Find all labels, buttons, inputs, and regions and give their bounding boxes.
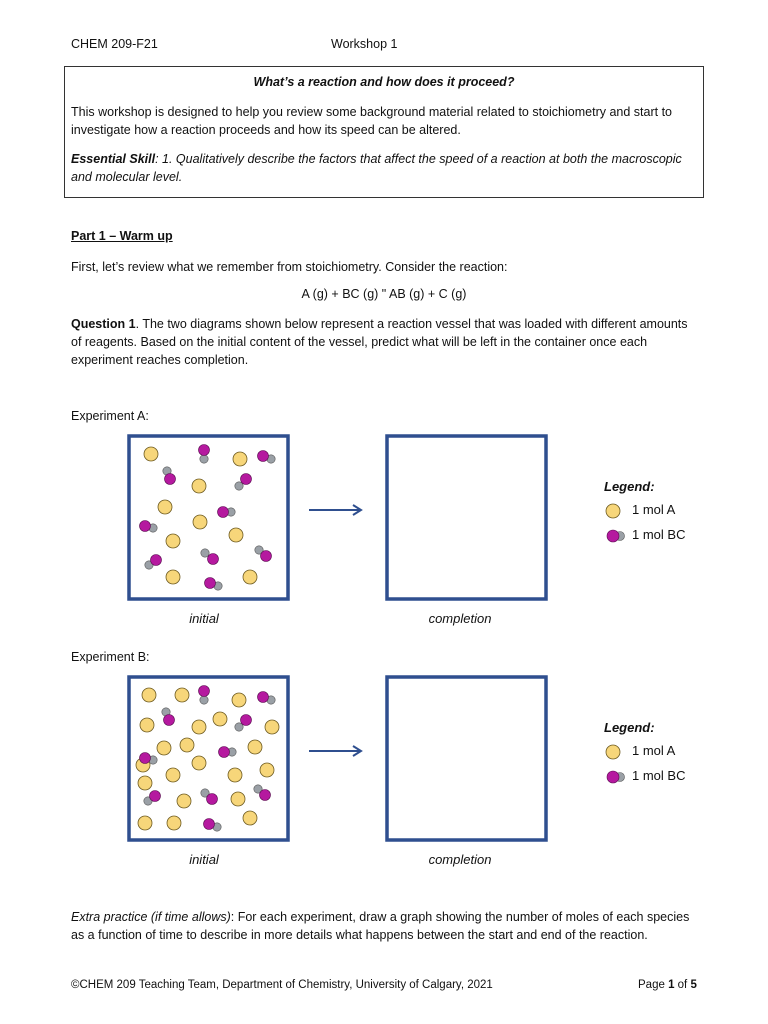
experiment-a-completion-caption: completion [428, 611, 492, 626]
molecule-bc [258, 451, 276, 464]
extra-practice [71, 908, 696, 944]
atom-a [167, 816, 181, 830]
extra-practice-text: : For each experiment, draw a graph showing the number of moles of each species as a function of time to describe in more details what happens between the start and end of the reaction. [71, 910, 690, 942]
experiment-b-legend-a: 1 mol A [632, 743, 676, 758]
molecule-bc [205, 578, 223, 591]
molecule-bc [199, 445, 210, 464]
atom-a [166, 768, 180, 782]
atom-a [228, 768, 242, 782]
essential-skill-text: : 1. Qualitatively describe the factors that affect the speed of a reaction at both the macroscopic and molecular level. [71, 152, 682, 184]
experiment-a-completion-vessel [385, 434, 548, 601]
intro-title: What’s a reaction and how does it proceed? [253, 75, 515, 89]
molecule-bc [235, 474, 252, 491]
atom-a [213, 712, 227, 726]
atom-a [243, 570, 257, 584]
atom-a [144, 447, 158, 461]
experiment-a-arrow [305, 500, 365, 520]
atom-a [265, 720, 279, 734]
atom-a [248, 740, 262, 754]
molecule-bc [254, 785, 271, 801]
experiment-b-arrow [305, 741, 365, 761]
atom-a [260, 763, 274, 777]
experiment-a-legend-a: 1 mol A [632, 502, 676, 517]
legend-molecule-bc-icon [604, 527, 628, 545]
atom-a [229, 528, 243, 542]
extra-practice-label: Extra practice (if time allows) [71, 910, 231, 924]
essential-skill [71, 150, 696, 186]
atom-a [233, 452, 247, 466]
atom-a [142, 688, 156, 702]
experiment-b-legend-title: Legend: [604, 720, 655, 735]
experiment-b-legend-bc: 1 mol BC [632, 768, 686, 783]
atom-a [166, 570, 180, 584]
essential-skill-label: Essential Skill [71, 152, 156, 166]
atom-a [180, 738, 194, 752]
experiment-b-completion-caption: completion [428, 852, 492, 867]
footer-copyright: ©CHEM 209 Teaching Team, Department of Chemistry, University of Calgary, 2021 [71, 979, 493, 991]
molecule-bc [204, 819, 222, 832]
page-middle: of [674, 979, 691, 991]
page-number: 1 [668, 979, 675, 991]
experiment-b-label: Experiment B: [71, 650, 150, 664]
atom-a [138, 776, 152, 790]
molecule-bc [255, 546, 272, 562]
legend-atom-a-icon [604, 743, 622, 761]
atom-a [158, 500, 172, 514]
molecule-bc [162, 708, 175, 726]
atom-a [193, 515, 207, 529]
molecule-bc [219, 747, 237, 758]
page-total: 5 [690, 979, 697, 991]
atom-a [192, 756, 206, 770]
experiment-a-legend-bc: 1 mol BC [632, 527, 686, 542]
question-text: . The two diagrams shown below represent a reaction vessel that was loaded with different amounts of reagents. Based on the initial content of the vessel, predict what will be left in the container once each experiment reaches completion. [71, 317, 688, 367]
experiment-b-initial-caption: initial [189, 852, 219, 867]
atom-a [157, 741, 171, 755]
molecule-bc [258, 692, 276, 705]
atom-a [166, 534, 180, 548]
experiment-a-initial-caption: initial [189, 611, 219, 626]
atom-a [231, 792, 245, 806]
course-code: CHEM 209-F21 [71, 37, 158, 51]
legend-atom-a-icon [604, 502, 622, 520]
molecule-bc [163, 467, 176, 485]
page-prefix: Page [638, 979, 669, 991]
molecule-bc [140, 753, 158, 765]
atom-a [138, 816, 152, 830]
molecule-bc [144, 791, 161, 806]
question-1 [71, 315, 696, 369]
page-indicator [638, 979, 697, 991]
molecule-bc [140, 521, 158, 533]
experiment-a-legend-title: Legend: [604, 479, 655, 494]
intro-description: This workshop is designed to help you review some background material related to stoichiometry and start to investigate how a reaction proceeds and how its speed can be altered. [71, 105, 672, 137]
experiment-a-label: Experiment A: [71, 409, 149, 423]
atom-a [177, 794, 191, 808]
atom-a [192, 720, 206, 734]
experiment-a-initial-vessel [127, 434, 290, 601]
molecule-bc [235, 715, 252, 732]
question-label: Question 1 [71, 317, 136, 331]
atom-a [232, 693, 246, 707]
atom-a [192, 479, 206, 493]
atom-a [140, 718, 154, 732]
atom-a [243, 811, 257, 825]
workshop-title: Workshop 1 [331, 37, 398, 51]
experiment-b-initial-vessel [127, 675, 290, 842]
experiment-b-completion-vessel [385, 675, 548, 842]
legend-molecule-bc-icon [604, 768, 628, 786]
atom-a [175, 688, 189, 702]
molecule-bc [218, 507, 236, 518]
reaction-equation: A (g) + BC (g) " AB (g) + C (g) [301, 287, 467, 301]
molecule-bc [199, 686, 210, 705]
part1-lead: First, let’s review what we remember from stoichiometry. Consider the reaction: [71, 260, 508, 274]
molecule-bc [145, 555, 162, 570]
part1-heading: Part 1 – Warm up [71, 229, 173, 243]
molecule-bc [201, 789, 218, 805]
molecule-bc [201, 549, 219, 565]
